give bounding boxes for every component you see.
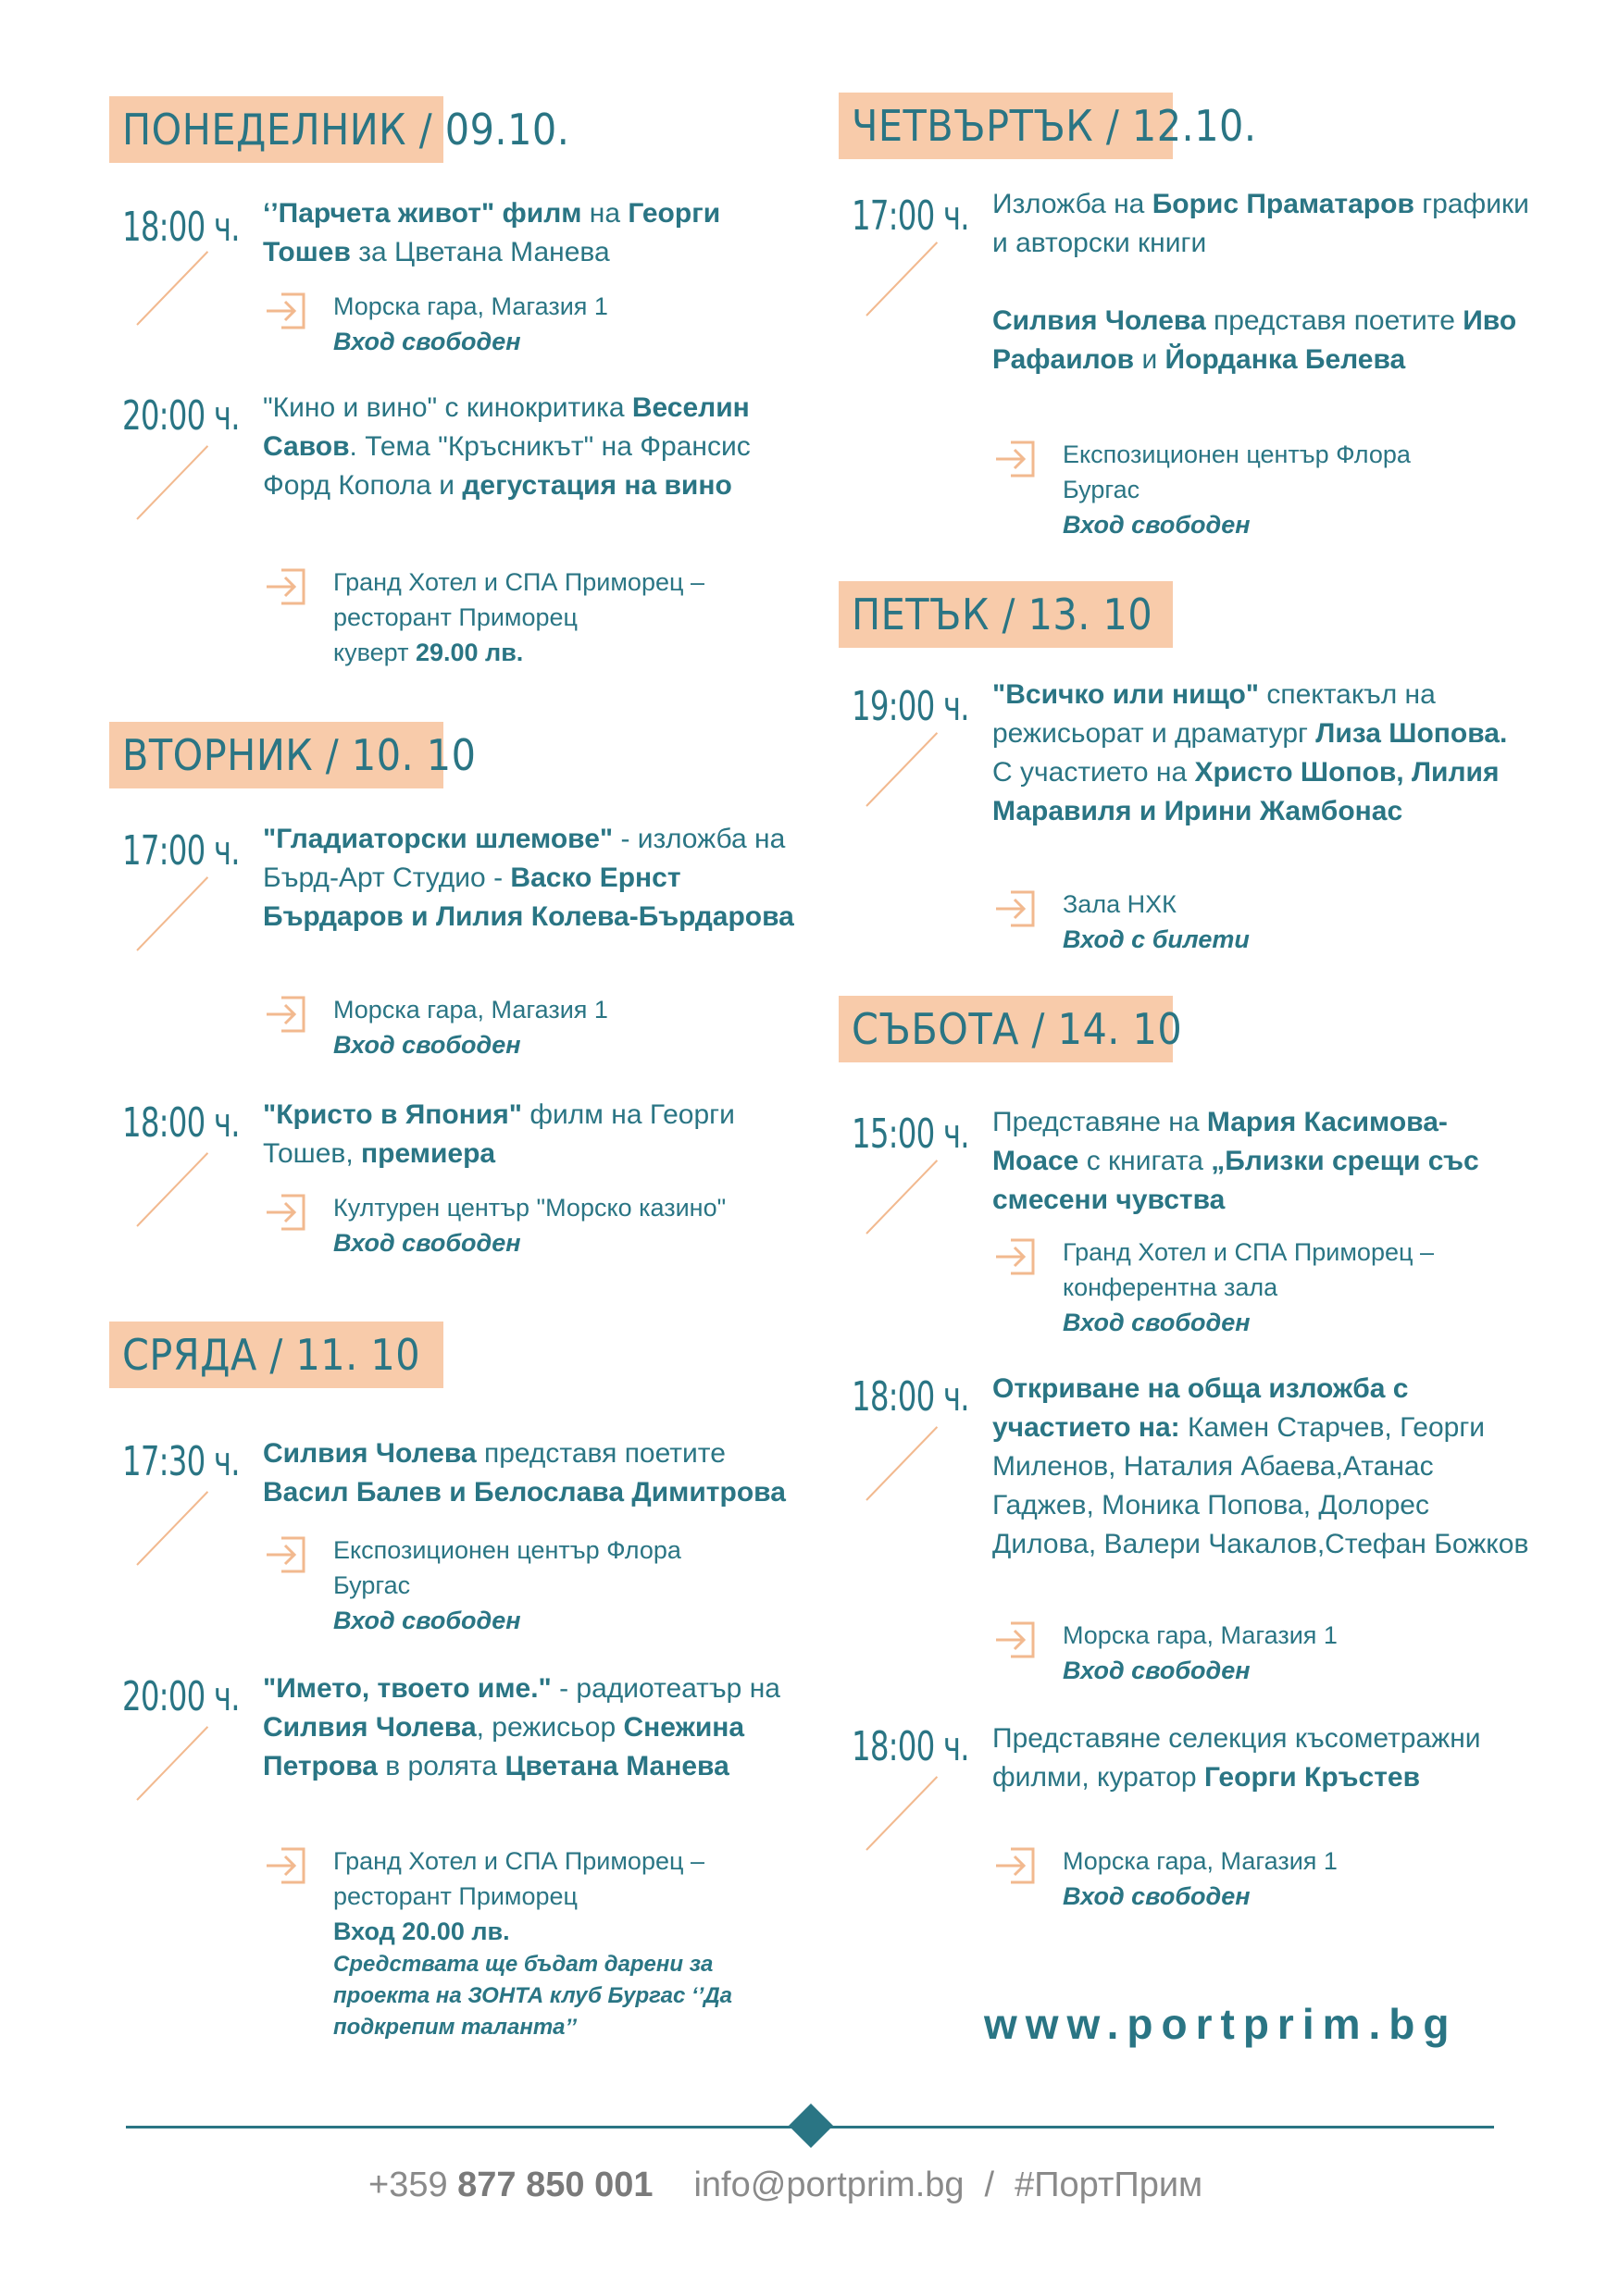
- entry-note: Вход свободен: [1063, 511, 1251, 539]
- entry-note: Вход свободен: [1063, 1882, 1251, 1910]
- day-header-monday: ПОНЕДЕЛНИК / 09.10.: [109, 96, 443, 163]
- event-time: 19:00 ч.: [852, 683, 969, 730]
- location-text: Гранд Хотел и СПА Приморец – ресторант Приморец куверт 29.00 лв.: [333, 568, 704, 666]
- entry-note: Вход свободен: [333, 328, 521, 355]
- location-text: Зала НХК Вход с билети: [1063, 887, 1544, 957]
- hashtag: #ПортПрим: [1015, 2166, 1203, 2204]
- event-title: "Кино и вино" с кинокритика Веселин Савов. Тема "Кръсникът" на Франсис Форд Копола и дегустация на вино: [263, 392, 751, 501]
- entry-arrow-icon: [992, 1620, 1037, 1660]
- event-title: Представяне селекция късометражни филми, куратор Георги Кръстев: [992, 1723, 1481, 1793]
- event-title: Откриване на обща изложба с участието на: Камен Старчев, Георги Миленов, Наталия Абаева,Атанас Гаджев, Моника Попова, Долорес Дилова, Валери Чакалов,Стефан Божков: [992, 1373, 1529, 1559]
- day-header-wednesday: СРЯДА / 11. 10: [109, 1322, 443, 1388]
- entry-arrow-icon: [263, 566, 307, 607]
- entry-note: Вход свободен: [333, 1229, 521, 1257]
- day-header-friday: ПЕТЪК / 13. 10: [839, 581, 1173, 648]
- event-title: Силвия Чолева представя поетите Васил Балев и Белослава Димитрова: [263, 1438, 786, 1508]
- event-title: "Кристо в Япония" филм на Георги Тошев, премиера: [263, 1099, 735, 1169]
- location-text: Гранд Хотел и СПА Приморец – конферентна зала Вход свободен: [1063, 1235, 1544, 1340]
- event-title: "Всичко или нищо" спектакъл на режисьорат и драматург Лиза Шопова. С участието на Христо Шопов, Лилия Маравиля и Ирини Жамбонас: [992, 679, 1508, 826]
- event-title: Изложба на Борис Праматаров графики и авторски книги: [992, 189, 1529, 258]
- event-time: 20:00 ч.: [122, 1673, 240, 1720]
- email-link[interactable]: info@portprim.bg: [693, 2166, 965, 2204]
- event-title: ‘’Парчета живот" филм на Георги Тошев за Цветана Манева: [263, 198, 721, 267]
- entry-note: Вход свободен: [333, 1607, 521, 1634]
- entry-arrow-icon: [992, 888, 1037, 929]
- slash-decoration: [136, 1726, 208, 1801]
- entry-arrow-icon: [263, 291, 307, 331]
- location-text: Морска гара, Магазия 1 Вход свободен: [1063, 1618, 1544, 1688]
- location-text: Културен център "Морско казино" Вход свободен: [333, 1190, 815, 1260]
- slash-decoration: [866, 1426, 938, 1501]
- slash-decoration: [866, 732, 938, 807]
- separator: /: [984, 2166, 995, 2204]
- slash-decoration: [136, 1491, 208, 1566]
- location-text: Гранд Хотел и СПА Приморец – ресторант Приморец Вход 20.00 лв. Средствата ще бъдат дарени за проекта на ЗОНТА клуб Бургас ‘’Да подкрепим таланта’’: [333, 1843, 815, 2043]
- slash-decoration: [866, 1776, 938, 1851]
- event-time: 18:00 ч.: [852, 1723, 969, 1770]
- event-title: "Гладиаторски шлемове" - изложба на Бърд-Арт Студио - Васко Ернст Бърдаров и Лилия Колева-Бърдарова: [263, 824, 794, 932]
- phone-number[interactable]: +359 877 850 001: [368, 2166, 654, 2204]
- event-time: 17:00 ч.: [122, 827, 240, 875]
- event-time: 17:00 ч.: [852, 192, 969, 240]
- location-text: Експозиционен център Флора Бургас Вход свободен: [333, 1533, 815, 1638]
- event-title-secondary: Силвия Чолева представя поетите Иво Рафаилов и Йорданка Белева: [992, 305, 1517, 375]
- day-header-tuesday: ВТОРНИК / 10. 10: [109, 722, 443, 788]
- day-header-thursday: ЧЕТВЪРТЪК / 12.10.: [839, 93, 1173, 159]
- location-text: Морска гара, Магазия 1 Вход свободен: [1063, 1843, 1544, 1914]
- slash-decoration: [866, 1160, 938, 1235]
- event-time: 20:00 ч.: [122, 392, 240, 440]
- entry-arrow-icon: [992, 1845, 1037, 1886]
- event-time: 17:30 ч.: [122, 1438, 240, 1485]
- donation-note: Средствата ще бъдат дарени за проекта на ЗОНТА клуб Бургас ‘’Да подкрепим таланта’’: [333, 1952, 733, 2040]
- event-time: 18:00 ч.: [122, 204, 240, 251]
- slash-decoration: [136, 445, 208, 520]
- entry-note: Вход с билети: [1063, 925, 1250, 953]
- event-time: 15:00 ч.: [852, 1111, 969, 1158]
- website-link[interactable]: www.portprim.bg: [984, 2000, 1458, 2048]
- entry-note: Вход свободен: [1063, 1309, 1251, 1336]
- slash-decoration: [136, 1152, 208, 1227]
- event-time: 18:00 ч.: [852, 1373, 969, 1421]
- entry-note: Вход свободен: [333, 1031, 521, 1059]
- location-text: Морска гара, Магазия 1 Вход свободен: [333, 992, 815, 1062]
- entry-arrow-icon: [992, 439, 1037, 479]
- event-title: "Името, твоето име." - радиотеатър на Силвия Чолева, режисьор Снежина Петрова в ролята Цветана Манева: [263, 1673, 780, 1781]
- event-time: 18:00 ч.: [122, 1099, 240, 1147]
- location-text: Морска гара, Магазия 1 Вход свободен: [333, 289, 815, 359]
- slash-decoration: [136, 876, 208, 951]
- entry-arrow-icon: [263, 1845, 307, 1886]
- entry-arrow-icon: [263, 1534, 307, 1575]
- entry-arrow-icon: [992, 1236, 1037, 1277]
- entry-arrow-icon: [263, 1192, 307, 1233]
- event-title: Представяне на Мария Касимова-Моасе с книгата „Близки срещи със смесени чувства: [992, 1107, 1479, 1215]
- entry-arrow-icon: [263, 994, 307, 1035]
- entry-note: Вход свободен: [1063, 1657, 1251, 1684]
- slash-decoration: [866, 242, 938, 316]
- footer-contacts: [368, 2166, 1202, 2205]
- day-header-saturday: СЪБОТА / 14. 10: [839, 996, 1173, 1062]
- diamond-ornament: [789, 2104, 833, 2148]
- location-text: Експозиционен център Флора Бургас Вход свободен: [1063, 437, 1544, 542]
- slash-decoration: [136, 251, 208, 326]
